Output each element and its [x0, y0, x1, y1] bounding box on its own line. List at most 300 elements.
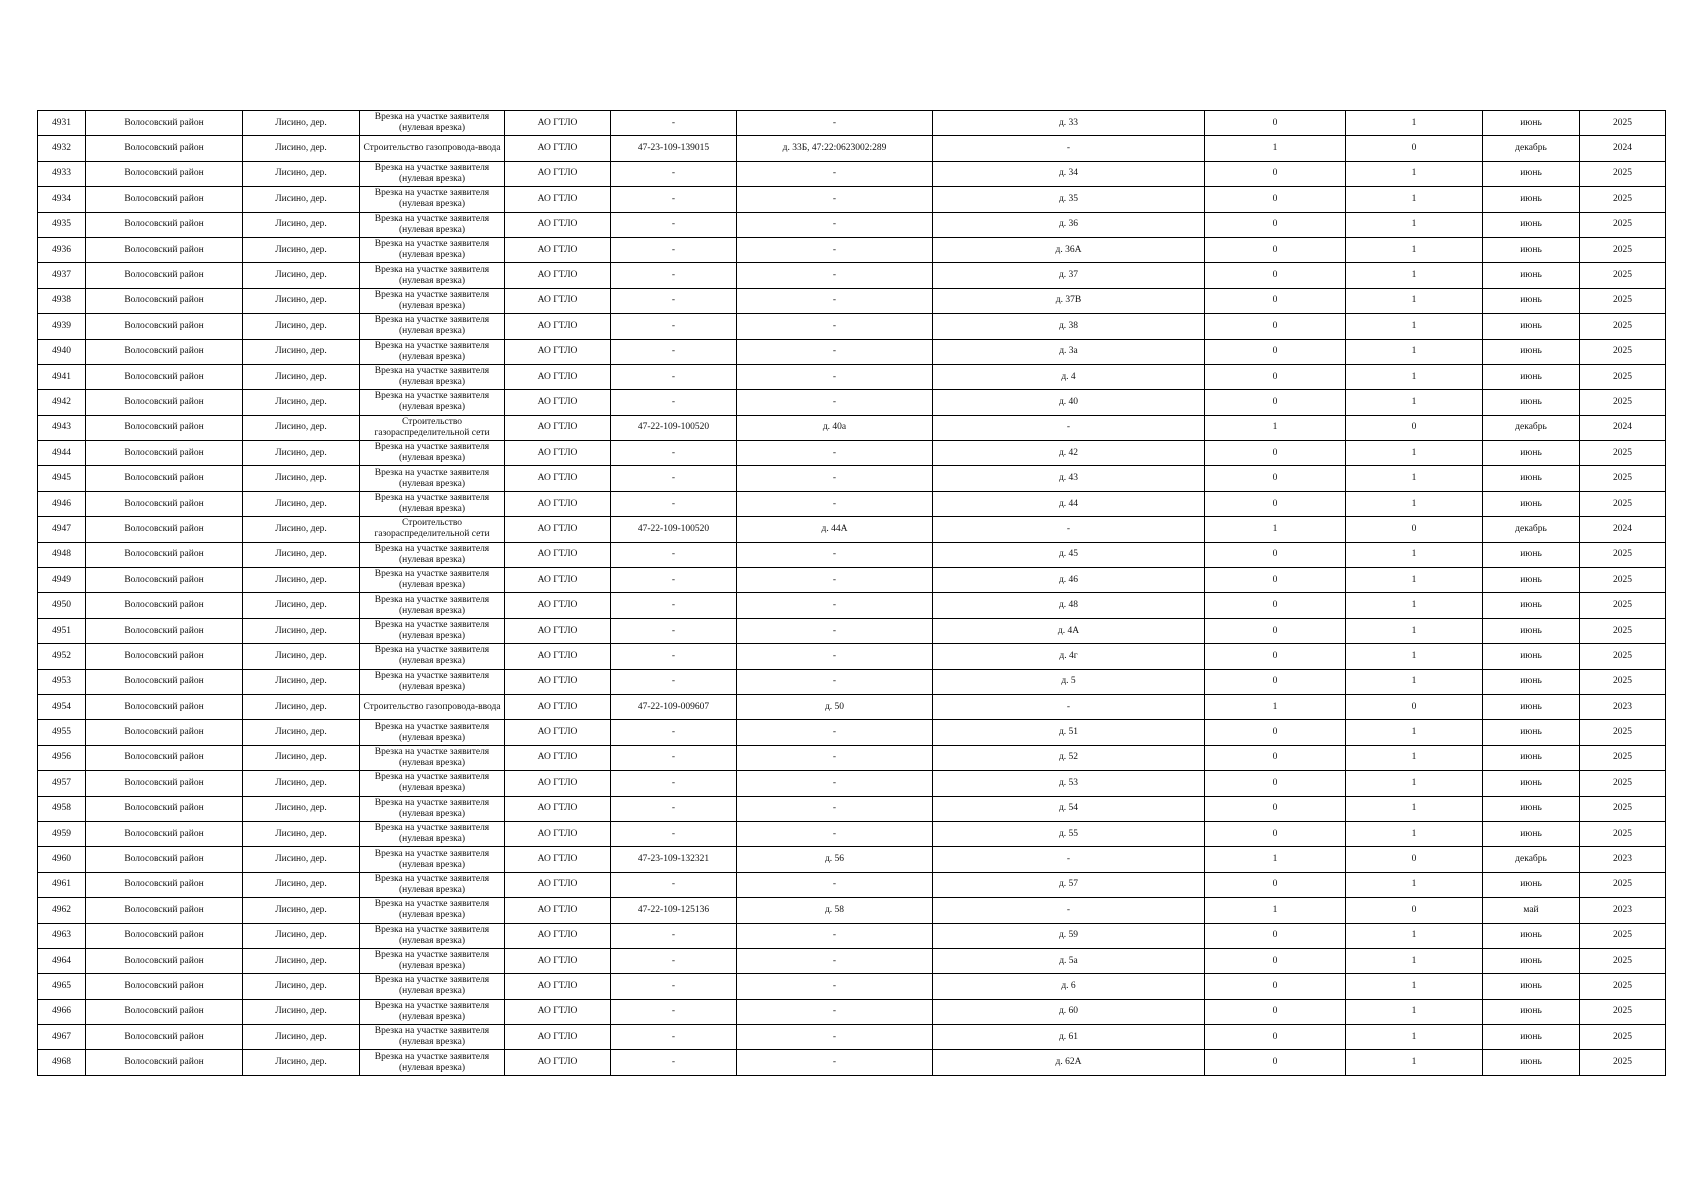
year-cell: 2025 [1580, 1025, 1666, 1050]
year-cell: 2025 [1580, 390, 1666, 415]
count-b-cell: 1 [1346, 187, 1483, 212]
row-number-cell: 4961 [38, 872, 86, 897]
contract-number-cell: 47-22-109-100520 [611, 415, 737, 440]
house-number-cell: - [933, 898, 1205, 923]
work-type-line: Врезка на участке заявителя [374, 797, 490, 808]
cadastral-address-cell: - [737, 644, 933, 669]
year-cell: 2025 [1580, 720, 1666, 745]
organization-cell: АО ГТЛО [505, 314, 611, 339]
organization-cell: АО ГТЛО [505, 517, 611, 542]
table-row [38, 212, 1666, 237]
organization-cell: АО ГТЛО [505, 111, 611, 136]
table-row [38, 390, 1666, 415]
work-type-line: (нулевая врезка) [398, 757, 466, 768]
cadastral-address-cell: - [737, 491, 933, 516]
cadastral-address-cell: д. 44А [737, 517, 933, 542]
district-cell: Волосовский район [86, 237, 243, 262]
locality-cell: Лисино, дер. [243, 1050, 360, 1075]
organization-cell: АО ГТЛО [505, 948, 611, 973]
work-type-cell [360, 923, 505, 948]
work-type-line: Строительство газопровода-ввода [363, 143, 501, 154]
district-cell: Волосовский район [86, 1025, 243, 1050]
table-row [38, 898, 1666, 923]
work-type-line: Строительство [401, 416, 463, 427]
work-type-line: (нулевая врезка) [398, 656, 466, 667]
month-cell: декабрь [1483, 136, 1580, 161]
count-a-cell: 0 [1205, 187, 1346, 212]
contract-number-cell: - [611, 593, 737, 618]
year-cell: 2025 [1580, 161, 1666, 186]
locality-cell: Лисино, дер. [243, 694, 360, 719]
district-cell: Волосовский район [86, 364, 243, 389]
count-a-cell: 1 [1205, 898, 1346, 923]
locality-cell: Лисино, дер. [243, 593, 360, 618]
locality-cell: Лисино, дер. [243, 821, 360, 846]
row-number-cell: 4949 [38, 568, 86, 593]
row-number-cell: 4934 [38, 187, 86, 212]
organization-cell: АО ГТЛО [505, 974, 611, 999]
work-type-cell [360, 111, 505, 136]
count-a-cell: 0 [1205, 568, 1346, 593]
year-cell: 2023 [1580, 694, 1666, 719]
district-cell: Волосовский район [86, 796, 243, 821]
locality-cell: Лисино, дер. [243, 263, 360, 288]
work-type-line: (нулевая врезка) [398, 910, 466, 921]
table-row [38, 974, 1666, 999]
table-row [38, 1050, 1666, 1075]
contract-number-cell: - [611, 339, 737, 364]
table-row [38, 872, 1666, 897]
work-type-line: Врезка на участке заявителя [374, 1000, 490, 1011]
table-row [38, 339, 1666, 364]
work-type-line: (нулевая врезка) [398, 173, 466, 184]
count-b-cell: 1 [1346, 948, 1483, 973]
year-cell: 2025 [1580, 872, 1666, 897]
work-type-line: (нулевая врезка) [398, 351, 466, 362]
district-cell: Волосовский район [86, 898, 243, 923]
table-row [38, 187, 1666, 212]
district-cell: Волосовский район [86, 847, 243, 872]
house-number-cell: д. 37В [933, 288, 1205, 313]
work-type-cell [360, 136, 505, 161]
work-type-cell [360, 644, 505, 669]
count-a-cell: 0 [1205, 491, 1346, 516]
row-number-cell: 4959 [38, 821, 86, 846]
house-number-cell: - [933, 847, 1205, 872]
cadastral-address-cell: д. 56 [737, 847, 933, 872]
month-cell: июнь [1483, 161, 1580, 186]
contract-number-cell: - [611, 288, 737, 313]
table-row [38, 923, 1666, 948]
cadastral-address-cell: - [737, 923, 933, 948]
count-a-cell: 0 [1205, 948, 1346, 973]
organization-cell: АО ГТЛО [505, 898, 611, 923]
year-cell: 2024 [1580, 136, 1666, 161]
month-cell: июнь [1483, 212, 1580, 237]
work-type-cell [360, 390, 505, 415]
month-cell: июнь [1483, 999, 1580, 1024]
count-a-cell: 0 [1205, 364, 1346, 389]
table-row [38, 847, 1666, 872]
row-number-cell: 4956 [38, 745, 86, 770]
row-number-cell: 4960 [38, 847, 86, 872]
organization-cell: АО ГТЛО [505, 618, 611, 643]
year-cell: 2025 [1580, 339, 1666, 364]
locality-cell: Лисино, дер. [243, 491, 360, 516]
month-cell: июнь [1483, 694, 1580, 719]
cadastral-address-cell: - [737, 237, 933, 262]
count-a-cell: 1 [1205, 136, 1346, 161]
organization-cell: АО ГТЛО [505, 466, 611, 491]
house-number-cell: д. 46 [933, 568, 1205, 593]
organization-cell: АО ГТЛО [505, 288, 611, 313]
work-type-cell [360, 212, 505, 237]
count-b-cell: 1 [1346, 491, 1483, 516]
year-cell: 2025 [1580, 593, 1666, 618]
count-a-cell: 0 [1205, 872, 1346, 897]
district-cell: Волосовский район [86, 288, 243, 313]
month-cell: июнь [1483, 466, 1580, 491]
district-cell: Волосовский район [86, 669, 243, 694]
count-a-cell: 0 [1205, 212, 1346, 237]
work-type-line: Врезка на участке заявителя [374, 112, 490, 123]
count-b-cell: 1 [1346, 720, 1483, 745]
organization-cell: АО ГТЛО [505, 263, 611, 288]
house-number-cell: д. 37 [933, 263, 1205, 288]
row-number-cell: 4965 [38, 974, 86, 999]
organization-cell: АО ГТЛО [505, 593, 611, 618]
count-a-cell: 0 [1205, 1050, 1346, 1075]
district-cell: Волосовский район [86, 1050, 243, 1075]
work-type-line: Врезка на участке заявителя [374, 391, 490, 402]
organization-cell: АО ГТЛО [505, 720, 611, 745]
cadastral-address-cell: - [737, 212, 933, 237]
work-type-cell [360, 821, 505, 846]
year-cell: 2025 [1580, 796, 1666, 821]
year-cell: 2025 [1580, 948, 1666, 973]
count-a-cell: 1 [1205, 694, 1346, 719]
district-cell: Волосовский район [86, 974, 243, 999]
year-cell: 2024 [1580, 517, 1666, 542]
year-cell: 2025 [1580, 923, 1666, 948]
work-type-line: (нулевая врезка) [398, 834, 466, 845]
organization-cell: АО ГТЛО [505, 212, 611, 237]
year-cell: 2025 [1580, 542, 1666, 567]
district-cell: Волосовский район [86, 517, 243, 542]
count-a-cell: 0 [1205, 1025, 1346, 1050]
organization-cell: АО ГТЛО [505, 136, 611, 161]
work-type-line: Строительство газопровода-ввода [363, 701, 501, 712]
year-cell: 2025 [1580, 263, 1666, 288]
work-type-line: Врезка на участке заявителя [374, 340, 490, 351]
locality-cell: Лисино, дер. [243, 466, 360, 491]
table-row [38, 314, 1666, 339]
locality-cell: Лисино, дер. [243, 111, 360, 136]
row-number-cell: 4933 [38, 161, 86, 186]
month-cell: июнь [1483, 720, 1580, 745]
organization-cell: АО ГТЛО [505, 771, 611, 796]
house-number-cell: д. 40 [933, 390, 1205, 415]
work-type-line: Врезка на участке заявителя [374, 315, 490, 326]
year-cell: 2023 [1580, 847, 1666, 872]
house-number-cell: - [933, 517, 1205, 542]
cadastral-address-cell: - [737, 111, 933, 136]
work-type-line: (нулевая врезка) [398, 732, 466, 743]
count-b-cell: 1 [1346, 390, 1483, 415]
locality-cell: Лисино, дер. [243, 974, 360, 999]
row-number-cell: 4935 [38, 212, 86, 237]
row-number-cell: 4954 [38, 694, 86, 719]
work-type-line: (нулевая врезка) [398, 935, 466, 946]
contract-number-cell: - [611, 669, 737, 694]
cadastral-address-cell: д. 58 [737, 898, 933, 923]
contract-number-cell: - [611, 618, 737, 643]
locality-cell: Лисино, дер. [243, 1025, 360, 1050]
cadastral-address-cell: - [737, 1050, 933, 1075]
work-type-line: Врезка на участке заявителя [374, 1026, 490, 1037]
district-cell: Волосовский район [86, 212, 243, 237]
work-type-cell [360, 491, 505, 516]
work-type-cell [360, 314, 505, 339]
work-type-cell [360, 974, 505, 999]
year-cell: 2025 [1580, 212, 1666, 237]
contract-number-cell: - [611, 364, 737, 389]
row-number-cell: 4938 [38, 288, 86, 313]
table-row [38, 568, 1666, 593]
table-row [38, 1025, 1666, 1050]
organization-cell: АО ГТЛО [505, 923, 611, 948]
district-cell: Волосовский район [86, 593, 243, 618]
house-number-cell: д. 3а [933, 339, 1205, 364]
cadastral-address-cell: - [737, 288, 933, 313]
month-cell: июнь [1483, 237, 1580, 262]
row-number-cell: 4950 [38, 593, 86, 618]
row-number-cell: 4943 [38, 415, 86, 440]
count-b-cell: 1 [1346, 237, 1483, 262]
work-type-cell [360, 339, 505, 364]
year-cell: 2025 [1580, 745, 1666, 770]
house-number-cell: д. 55 [933, 821, 1205, 846]
locality-cell: Лисино, дер. [243, 669, 360, 694]
table-row [38, 542, 1666, 567]
work-type-line: Врезка на участке заявителя [374, 569, 490, 580]
work-type-line: (нулевая врезка) [398, 250, 466, 261]
cadastral-address-cell: - [737, 821, 933, 846]
count-b-cell: 1 [1346, 669, 1483, 694]
cadastral-address-cell: - [737, 339, 933, 364]
district-cell: Волосовский район [86, 491, 243, 516]
work-type-line: Врезка на участке заявителя [374, 289, 490, 300]
work-type-line: (нулевая врезка) [398, 300, 466, 311]
work-type-line: (нулевая врезка) [398, 453, 466, 464]
cadastral-address-cell: - [737, 1025, 933, 1050]
district-cell: Волосовский район [86, 161, 243, 186]
organization-cell: АО ГТЛО [505, 339, 611, 364]
work-type-line: Врезка на участке заявителя [374, 467, 490, 478]
district-cell: Волосовский район [86, 415, 243, 440]
table-row [38, 948, 1666, 973]
locality-cell: Лисино, дер. [243, 898, 360, 923]
year-cell: 2025 [1580, 974, 1666, 999]
locality-cell: Лисино, дер. [243, 314, 360, 339]
organization-cell: АО ГТЛО [505, 568, 611, 593]
locality-cell: Лисино, дер. [243, 796, 360, 821]
house-number-cell: д. 45 [933, 542, 1205, 567]
contract-number-cell: - [611, 720, 737, 745]
table-row [38, 263, 1666, 288]
count-b-cell: 1 [1346, 263, 1483, 288]
count-b-cell: 1 [1346, 923, 1483, 948]
house-number-cell: д. 62А [933, 1050, 1205, 1075]
organization-cell: АО ГТЛО [505, 237, 611, 262]
cadastral-address-cell: - [737, 948, 933, 973]
locality-cell: Лисино, дер. [243, 212, 360, 237]
month-cell: июнь [1483, 111, 1580, 136]
house-number-cell: д. 44 [933, 491, 1205, 516]
year-cell: 2025 [1580, 771, 1666, 796]
count-b-cell: 1 [1346, 872, 1483, 897]
contract-number-cell: 47-22-109-009607 [611, 694, 737, 719]
cadastral-address-cell: - [737, 974, 933, 999]
row-number-cell: 4952 [38, 644, 86, 669]
table-row [38, 821, 1666, 846]
contract-number-cell: - [611, 872, 737, 897]
count-a-cell: 0 [1205, 288, 1346, 313]
gasification-table [37, 110, 1666, 1076]
district-cell: Волосовский район [86, 771, 243, 796]
house-number-cell: д. 51 [933, 720, 1205, 745]
year-cell: 2025 [1580, 111, 1666, 136]
contract-number-cell: - [611, 923, 737, 948]
month-cell: июнь [1483, 364, 1580, 389]
contract-number-cell: - [611, 263, 737, 288]
count-b-cell: 1 [1346, 161, 1483, 186]
district-cell: Волосовский район [86, 720, 243, 745]
work-type-line: Врезка на участке заявителя [374, 493, 490, 504]
work-type-line: Врезка на участке заявителя [374, 442, 490, 453]
year-cell: 2025 [1580, 466, 1666, 491]
count-a-cell: 0 [1205, 441, 1346, 466]
count-b-cell: 1 [1346, 796, 1483, 821]
house-number-cell: д. 36 [933, 212, 1205, 237]
locality-cell: Лисино, дер. [243, 872, 360, 897]
work-type-line: Врезка на участке заявителя [374, 721, 490, 732]
count-b-cell: 1 [1346, 771, 1483, 796]
house-number-cell: д. 54 [933, 796, 1205, 821]
year-cell: 2025 [1580, 669, 1666, 694]
count-a-cell: 0 [1205, 796, 1346, 821]
contract-number-cell: - [611, 821, 737, 846]
row-number-cell: 4951 [38, 618, 86, 643]
row-number-cell: 4932 [38, 136, 86, 161]
cadastral-address-cell: - [737, 872, 933, 897]
locality-cell: Лисино, дер. [243, 517, 360, 542]
cadastral-address-cell: - [737, 669, 933, 694]
district-cell: Волосовский район [86, 466, 243, 491]
year-cell: 2025 [1580, 999, 1666, 1024]
cadastral-address-cell: - [737, 161, 933, 186]
work-type-line: газораспределительной сети [374, 427, 490, 438]
table-row [38, 999, 1666, 1024]
count-a-cell: 0 [1205, 314, 1346, 339]
work-type-line: Врезка на участке заявителя [374, 670, 490, 681]
count-b-cell: 1 [1346, 364, 1483, 389]
count-a-cell: 0 [1205, 466, 1346, 491]
count-b-cell: 1 [1346, 339, 1483, 364]
work-type-line: Врезка на участке заявителя [374, 848, 490, 859]
table-row [38, 720, 1666, 745]
month-cell: июнь [1483, 593, 1580, 618]
work-type-line: Врезка на участке заявителя [374, 264, 490, 275]
work-type-line: (нулевая врезка) [398, 808, 466, 819]
table-row [38, 237, 1666, 262]
work-type-cell [360, 542, 505, 567]
contract-number-cell: - [611, 390, 737, 415]
year-cell: 2025 [1580, 1050, 1666, 1075]
organization-cell: АО ГТЛО [505, 542, 611, 567]
house-number-cell: д. 42 [933, 441, 1205, 466]
row-number-cell: 4962 [38, 898, 86, 923]
table-row [38, 618, 1666, 643]
district-cell: Волосовский район [86, 999, 243, 1024]
table-row [38, 415, 1666, 440]
row-number-cell: 4964 [38, 948, 86, 973]
district-cell: Волосовский район [86, 390, 243, 415]
table-row [38, 517, 1666, 542]
work-type-line: Врезка на участке заявителя [374, 162, 490, 173]
table-row [38, 288, 1666, 313]
month-cell: июнь [1483, 872, 1580, 897]
work-type-line: Врезка на участке заявителя [374, 950, 490, 961]
locality-cell: Лисино, дер. [243, 288, 360, 313]
work-type-line: Врезка на участке заявителя [374, 1051, 490, 1062]
work-type-line: (нулевая врезка) [398, 631, 466, 641]
work-type-line: Врезка на участке заявителя [374, 543, 490, 554]
row-number-cell: 4946 [38, 491, 86, 516]
house-number-cell: д. 34 [933, 161, 1205, 186]
work-type-cell [360, 161, 505, 186]
work-type-cell [360, 669, 505, 694]
count-a-cell: 1 [1205, 517, 1346, 542]
row-number-cell: 4940 [38, 339, 86, 364]
locality-cell: Лисино, дер. [243, 542, 360, 567]
work-type-line: (нулевая врезка) [398, 326, 466, 337]
work-type-line: (нулевая врезка) [398, 554, 466, 565]
month-cell: июнь [1483, 390, 1580, 415]
cadastral-address-cell: - [737, 542, 933, 567]
work-type-cell [360, 364, 505, 389]
work-type-line: (нулевая врезка) [398, 884, 466, 895]
work-type-cell [360, 593, 505, 618]
count-b-cell: 1 [1346, 1025, 1483, 1050]
month-cell: июнь [1483, 263, 1580, 288]
locality-cell: Лисино, дер. [243, 618, 360, 643]
contract-number-cell: - [611, 111, 737, 136]
count-a-cell: 1 [1205, 847, 1346, 872]
contract-number-cell: - [611, 999, 737, 1024]
work-type-cell [360, 288, 505, 313]
work-type-cell [360, 796, 505, 821]
month-cell: июнь [1483, 187, 1580, 212]
month-cell: июнь [1483, 542, 1580, 567]
row-number-cell: 4942 [38, 390, 86, 415]
cadastral-address-cell: - [737, 618, 933, 643]
district-cell: Волосовский район [86, 821, 243, 846]
work-type-cell [360, 847, 505, 872]
organization-cell: АО ГТЛО [505, 847, 611, 872]
house-number-cell: д. 35 [933, 187, 1205, 212]
contract-number-cell: - [611, 491, 737, 516]
